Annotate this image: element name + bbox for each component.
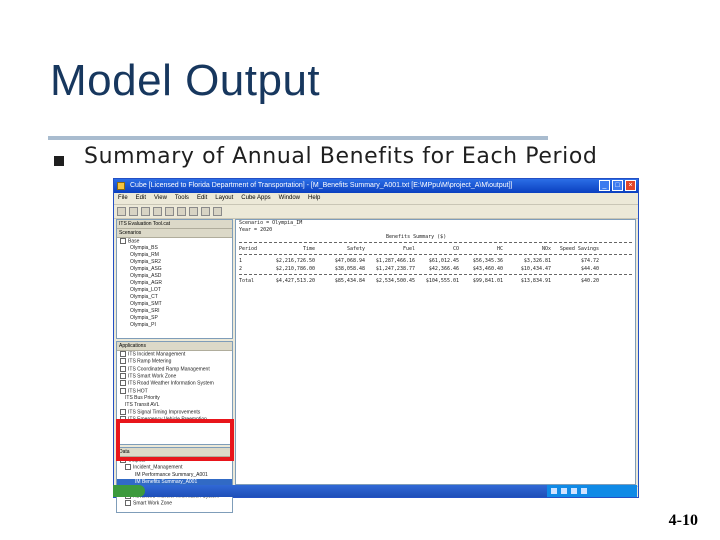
new-file-icon[interactable]: [117, 207, 126, 216]
menu-item[interactable]: Cube Apps: [241, 195, 271, 201]
tray-icon[interactable]: [561, 488, 567, 494]
table-row: 2 $2,210,786.00 $38,058.48 $1,247,238.77 $42,366.46 $43,460.40 $10,434.47 $44.40: [239, 266, 599, 272]
window-title: Cube [Licensed to Florida Department of Transportation] - [M_Benefits Summary_A001.txt [E:\MPpu\M\project_A\M\output]]: [130, 182, 513, 189]
table-divider: [239, 242, 632, 244]
column-header: Time: [302, 246, 315, 252]
tree-item[interactable]: ITS Coordinated Ramp Management: [117, 366, 232, 373]
scenarios-panel: [116, 219, 233, 339]
tree-item[interactable]: Olympia_CT: [130, 294, 158, 301]
system-tray: [547, 485, 637, 497]
slide-title: Model Output: [50, 56, 321, 105]
paste-icon[interactable]: [189, 207, 198, 216]
bullet-square-icon: [54, 156, 64, 166]
tree-item[interactable]: ITS Road Weather Information System: [117, 380, 232, 387]
app-icon: [117, 182, 125, 190]
menu-item[interactable]: Edit: [135, 195, 147, 201]
undo-icon[interactable]: [201, 207, 210, 216]
table-header: [236, 245, 635, 253]
tree-item[interactable]: Olympia_PI: [130, 322, 156, 329]
menu-item[interactable]: Tools: [174, 195, 189, 201]
tree-item[interactable]: Olympia_ASG: [130, 266, 162, 273]
menu-item[interactable]: File: [118, 195, 128, 201]
tray-icon[interactable]: [571, 488, 577, 494]
table-total-row: Total $4,427,513.20 $85,434.84 $2,534,500.45 $104,555.01 $99,841.01 $13,834.91 $40.20: [239, 278, 599, 284]
column-header: HC: [496, 246, 503, 252]
close-button[interactable]: ×: [625, 180, 636, 191]
minimize-button[interactable]: _: [599, 180, 610, 191]
column-header: Safety: [346, 246, 365, 252]
tray-icon[interactable]: [551, 488, 557, 494]
open-folder-icon[interactable]: [129, 207, 138, 216]
scenarios-header: Scenarios: [117, 229, 232, 238]
tree-item[interactable]: ITS Transit AVL: [125, 401, 160, 408]
tree-item[interactable]: Olympia_SMT: [130, 301, 162, 308]
tree-item[interactable]: ITS Incident Management: [117, 351, 232, 358]
output-text-pane[interactable]: [235, 219, 636, 485]
tree-item[interactable]: ITS HOT: [117, 388, 232, 395]
tree-item[interactable]: ITS Bus Priority: [125, 394, 160, 401]
menu-item[interactable]: Layout: [215, 195, 234, 201]
applications-header: Applications: [117, 342, 232, 351]
save-icon[interactable]: [141, 207, 150, 216]
tree-item[interactable]: Olympia_BS: [130, 245, 158, 252]
application-window: [113, 178, 639, 507]
title-rule: [48, 136, 548, 140]
taskbar: [113, 485, 637, 497]
column-header: NOx: [541, 246, 551, 252]
tree-item[interactable]: Base: [117, 238, 232, 245]
column-header: Fuel: [402, 246, 415, 252]
tree-item[interactable]: Olympia_LOT: [130, 287, 161, 294]
print-icon[interactable]: [153, 207, 162, 216]
tree-item-selected[interactable]: IM Benefits Summary_A001: [117, 479, 232, 486]
tree-item[interactable]: IM Performance Summary_A001: [135, 471, 208, 478]
cut-icon[interactable]: [165, 207, 174, 216]
data-header: Data: [117, 448, 232, 457]
catalog-header: ITS Evaluation Tool.cat: [117, 220, 232, 229]
slide-number: 4-10: [668, 512, 698, 529]
column-header: Speed Savings: [559, 246, 599, 252]
menu-bar: [114, 193, 638, 205]
window-titlebar[interactable]: [114, 179, 638, 193]
column-header: CO: [452, 246, 459, 252]
menu-item[interactable]: Help: [308, 195, 321, 201]
tree-item[interactable]: Outputs: [117, 457, 232, 464]
column-header: Period: [239, 246, 258, 252]
tray-icon[interactable]: [581, 488, 587, 494]
tree-item[interactable]: Olympia_ASD: [130, 273, 162, 280]
menu-item[interactable]: View: [154, 195, 167, 201]
scenario-line: Scenario = Olympia_IM: [239, 220, 303, 226]
copy-icon[interactable]: [177, 207, 186, 216]
table-title: Benefits Summary ($): [386, 234, 447, 240]
maximize-button[interactable]: □: [612, 180, 623, 191]
tree-item[interactable]: Olympia_SRI: [130, 308, 160, 315]
tree-item[interactable]: Smart Work Zone: [117, 500, 232, 507]
bullet-text: Summary of Annual Benefits for Each Period: [84, 144, 598, 169]
table-divider: [239, 254, 632, 256]
menu-item[interactable]: Window: [278, 195, 300, 201]
tree-item[interactable]: Olympia_AGR: [130, 280, 162, 287]
run-icon[interactable]: [213, 207, 222, 216]
tree-item[interactable]: ITS Ramp Metering: [117, 358, 232, 365]
table-row: 1 $2,216,726.50 $47,068.94 $1,287,466.16 $61,012.45 $56,345.36 $3,326.81 $74.72: [239, 258, 599, 264]
tree-item[interactable]: ITS Smart Work Zone: [117, 373, 232, 380]
tree-item[interactable]: Olympia_SP: [130, 315, 158, 322]
tree-item[interactable]: ITS Signal Timing Improvements: [117, 409, 232, 416]
year-line: Year = 2020: [239, 227, 273, 233]
tree-item[interactable]: Olympia_SR2: [130, 259, 161, 266]
menu-item[interactable]: Edit: [196, 195, 208, 201]
tree-item[interactable]: ITS Emergency Vehicle Preemption: [117, 416, 232, 423]
tree-item[interactable]: Olympia_RM: [130, 252, 159, 259]
tree-item[interactable]: Incident_Management: [117, 464, 232, 471]
toolbar: [114, 205, 638, 219]
table-divider: [239, 274, 632, 276]
highlight-box: [116, 419, 234, 461]
start-button[interactable]: [113, 485, 145, 497]
